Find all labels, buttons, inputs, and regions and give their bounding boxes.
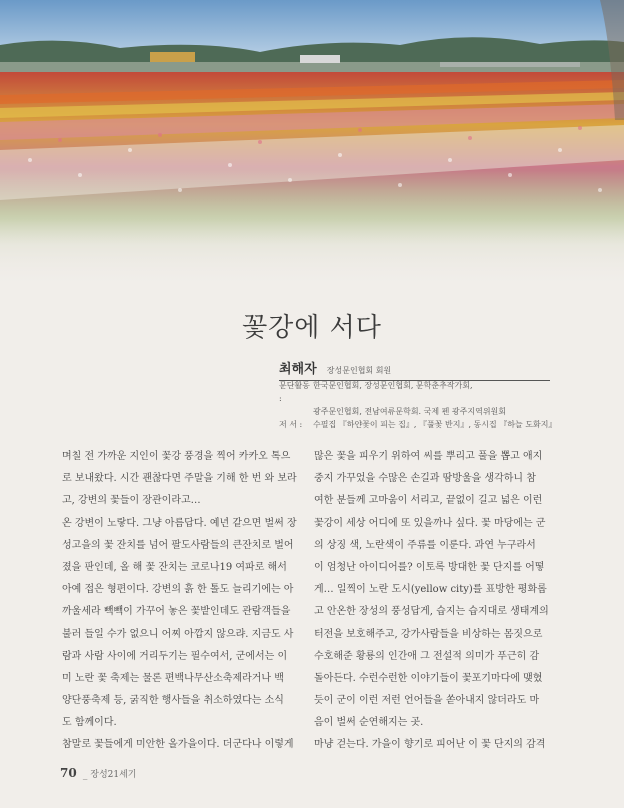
body-line: 람과 사람 사이에 거리두기는 필수여서, 군에서는 이 xyxy=(62,650,288,662)
body-line: 게… 일찍이 노란 도시(yellow city)를 표방한 평화롭 xyxy=(314,584,547,596)
body-line: 꽃강이 세상 어디에 또 있을까나 싶다. 꽃 마당에는 군 xyxy=(314,517,546,529)
magazine-name: _ 장성21세기 xyxy=(82,770,137,780)
bio-activity-line1: 한국문인협회, 장성문인협회, 문학춘추작가회, xyxy=(313,381,473,390)
article-title: 꽃강에 서다 xyxy=(242,313,382,344)
author-line xyxy=(279,358,550,381)
body-line: 아예 접은 형편이다. 강변의 흙 한 톨도 늘리기에는 아 xyxy=(62,584,294,596)
body-line: 듯이 군이 이런 저런 언어들을 쏟아내지 않더라도 마 xyxy=(314,695,540,707)
body-line: 까울세라 빽빽이 가꾸어 놓은 꽃밭인데도 관람객들을 xyxy=(62,606,291,618)
body-column-left xyxy=(62,446,306,757)
bio-activity-label: 문단활동 : xyxy=(279,381,310,403)
bio-activity-row xyxy=(279,379,579,405)
body-line: 중지 가꾸었을 수많은 손길과 땀방울을 생각하니 참 xyxy=(314,473,536,485)
body-line: 도 함께이다. xyxy=(62,717,117,729)
body-line: 돌아든다. 수런수런한 이야기들이 꽃포기마다에 맺혔 xyxy=(314,672,543,684)
body-line: 며칠 전 가까운 지인이 꽃강 풍경을 찍어 카카오 톡으 xyxy=(62,451,291,462)
author-name: 최해자 xyxy=(279,362,317,377)
bio-works-label: 저 서 : xyxy=(279,420,303,429)
bio-works-row xyxy=(279,418,579,431)
body-line: 의 상징 색, 노란색이 주류를 이룬다. 과연 누구라서 xyxy=(314,539,536,551)
body-line: 미 노란 꽃 축제는 물론 편백나무산소축제라거나 백 xyxy=(62,672,284,684)
body-line: 양단풍축제 등, 굵직한 행사들을 취소하였다는 소식 xyxy=(62,695,284,707)
bio-activity-line2: 광주문인협회, 전남여류문학회. 국제 펜 광주지역위원회 xyxy=(313,407,506,416)
body-line: 이 엄청난 아이디어를? 이토록 방대한 꽃 단지를 어떻 xyxy=(314,561,545,573)
body-line: 참말로 꽃들에게 미안한 올가을이다. 더군다나 이렇게 xyxy=(62,739,294,751)
body-line: 음이 벌써 순연해지는 곳. xyxy=(314,717,424,729)
body-line: 터전을 보호해주고, 강가사람들을 비상하는 몸짓으로 xyxy=(314,628,543,640)
body-line: 여한 분들께 고마움이 서리고, 끝없이 길고 넓은 이런 xyxy=(314,495,543,507)
body-line: 수호해준 황룡의 인간애 그 전설적 의미가 푸근히 감 xyxy=(314,650,540,662)
body-line: 로 보내왔다. 시간 괜찮다면 주말을 기해 한 번 와 보라 xyxy=(62,473,297,485)
body-line: 불러 들일 수가 없으니 어찌 아깝지 않으랴. 지금도 사 xyxy=(62,628,294,640)
body-line: 성고을의 꽃 잔치를 넘어 팔도사람들의 큰잔치로 벌어 xyxy=(62,539,294,551)
body-line: 고, 강변의 꽃들이 장관이라고… xyxy=(62,495,201,507)
body-line: 고 안온한 장성의 풍성답게, 습지는 습지대로 생태계의 xyxy=(314,606,549,618)
page-number: 70 xyxy=(60,766,77,780)
author-affiliation: 장성문인협회 회원 xyxy=(326,366,392,375)
body-column-right xyxy=(314,446,558,757)
page-footer xyxy=(60,766,136,780)
body-line: 온 강변이 노랗다. 그냥 아름답다. 예년 같으면 벌써 장 xyxy=(62,517,297,529)
author-bio xyxy=(279,379,579,431)
bio-works: 수필집 『하얀꽃이 피는 집』, 『풀꽃 반지』, 동시집 『하늘 도화지』 xyxy=(313,420,557,429)
photo-fade xyxy=(0,170,624,285)
body-line: 마냥 걷는다. 가을이 향기로 피어난 이 꽃 단지의 감격 xyxy=(314,739,546,751)
body-line: 졌을 판인데, 올 해 꽃 잔치는 코로나19 여파로 해서 xyxy=(62,561,287,573)
body-line: 많은 꽃을 피우기 위하여 씨를 뿌리고 풀을 뽑고 애지 xyxy=(314,451,543,462)
